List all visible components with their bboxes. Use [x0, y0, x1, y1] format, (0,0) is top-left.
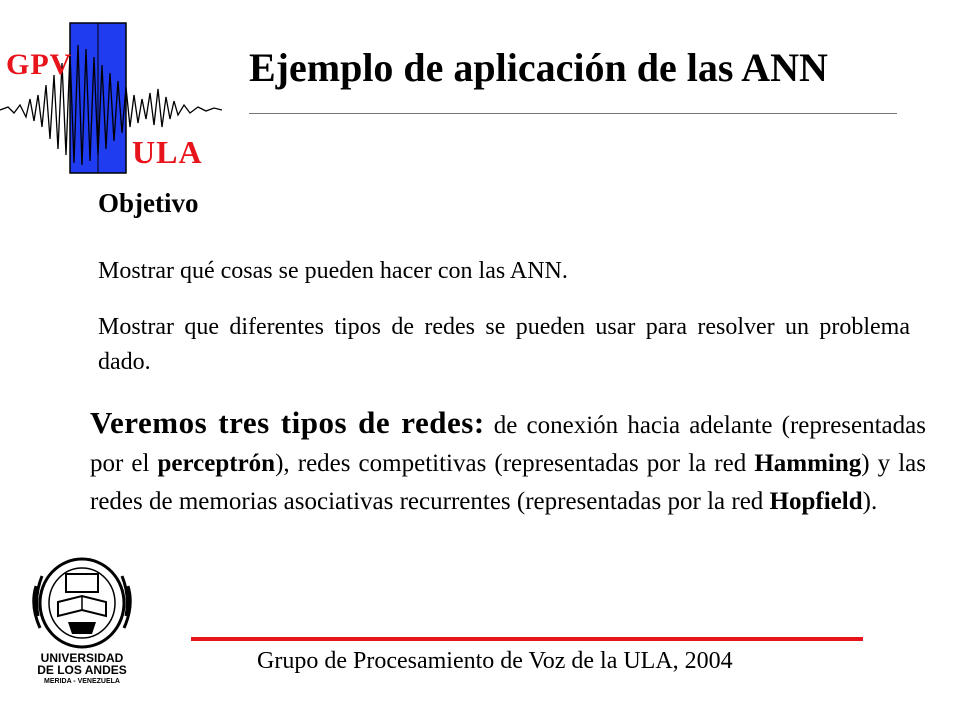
- slide-title: Ejemplo de aplicación de las ANN: [249, 45, 828, 90]
- university-name-line-2: DE LOS ANDES: [37, 663, 127, 677]
- logo-ula-text: ULA: [132, 134, 203, 170]
- crest-base: [68, 622, 96, 634]
- paragraph-text-4: ).: [862, 488, 878, 515]
- paragraph-lead: Veremos tres tipos de redes:: [90, 405, 485, 440]
- crest-shield-top: [66, 574, 98, 592]
- network-types-paragraph: [90, 404, 926, 521]
- term-hamming: Hamming: [754, 450, 862, 477]
- objective-line-2: Mostrar que diferentes tipos de redes se pueden usar para resolver un problema dado.: [98, 314, 910, 375]
- term-perceptron: perceptrón: [157, 450, 276, 477]
- objective-heading: Objetivo: [98, 188, 199, 218]
- title-underline: [249, 113, 897, 114]
- term-hopfield: Hopfield: [769, 488, 863, 515]
- university-crest-logo: [22, 556, 142, 686]
- paragraph-text-2: ), redes competitivas (representadas por la red: [275, 450, 755, 477]
- university-name-line-1: UNIVERSIDAD: [40, 651, 124, 665]
- footer-red-rule: [191, 637, 863, 641]
- objective-line-1: Mostrar qué cosas se pueden hacer con las ANN.: [98, 258, 568, 284]
- paragraph-text-1: de conexión hacia adelante (representadas por el: [90, 412, 926, 477]
- paragraph-text-3: ) y las redes de memorias asociativas recurrentes (representadas por la red: [90, 450, 927, 515]
- footer-text: Grupo de Procesamiento de Voz de la ULA, 2004: [257, 648, 733, 674]
- university-location: MERIDA - VENEZUELA: [44, 678, 120, 685]
- logo-gpv-text: GPV: [6, 48, 73, 81]
